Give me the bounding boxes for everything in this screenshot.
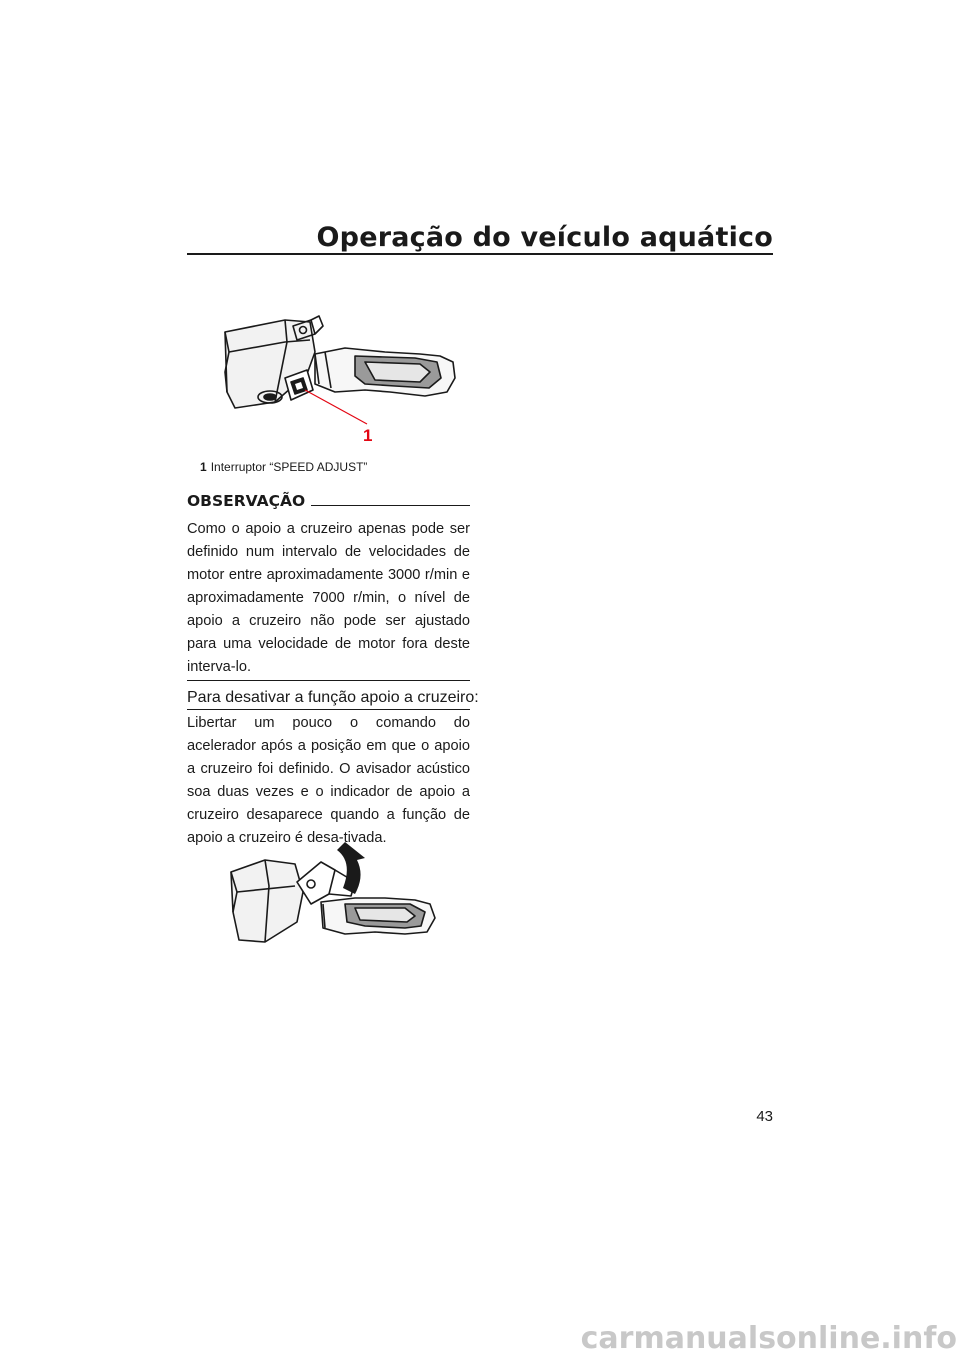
note-end-rule <box>187 680 470 681</box>
figure-caption <box>200 460 367 474</box>
caption-number: 1 <box>200 460 207 474</box>
page-number: 43 <box>756 1108 773 1125</box>
caption-text: Interruptor “SPEED ADJUST” <box>210 460 368 474</box>
note-heading <box>187 492 470 510</box>
callout-number: 1 <box>363 426 373 445</box>
watermark <box>0 1310 960 1358</box>
page-title: Operação do veículo aquático <box>316 222 773 253</box>
section-paragraph: Libertar um pouco o comando do acelerador após a posição em que o apoio a cruzeiro foi definido. O avisador acústico soa duas vezes e o indicador de apoio a cruzeiro desaparece quando a função de apoio a cruzeiro é desa-tivada. <box>187 715 470 846</box>
watermark-text: carmanualsonline.info <box>580 1321 957 1356</box>
section-heading: Para desativar a função apoio a cruzeiro: <box>187 687 470 710</box>
note-title: OBSERVAÇÃO <box>187 492 306 510</box>
note-paragraph: Como o apoio a cruzeiro apenas pode ser definido num intervalo de velocidades de motor entre aproximadamente 3000 r/min e aproximadamente 7000 r/min, o nível de apoio a cruzeiro não pode ser ajustado para uma velocidade de motor fora deste interva-lo. <box>187 521 470 675</box>
header-rule <box>187 253 773 255</box>
throttle-release-illustration <box>225 842 450 957</box>
note-heading-rule <box>311 505 470 506</box>
handlebar-switch-illustration <box>215 312 465 447</box>
